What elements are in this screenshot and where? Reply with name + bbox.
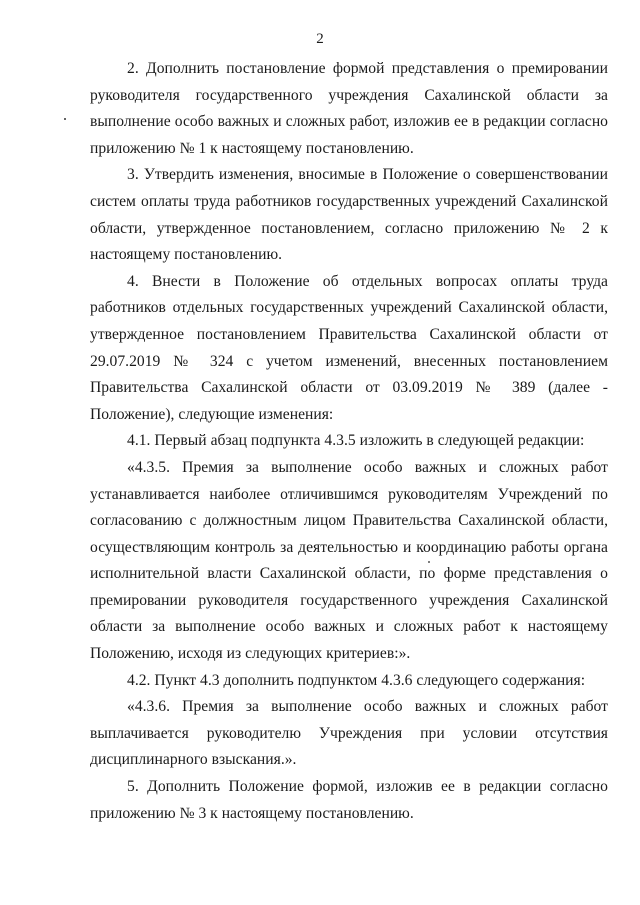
paragraph-3: 3. Утвердить изменения, вносимые в Положение о совершенствовании систем оплаты труда работников государственных учреждений Сахалинской области, утвержденное постановлением, согласно приложению № 2 к настоящему постановлению. (90, 166, 608, 264)
paragraph-5: 5. Дополнить Положение формой, изложив ее в редакции согласно приложению № 3 к настоящему постановлению. (90, 778, 608, 822)
paragraph-4: 4. Внести в Положение об отдельных вопросах оплаты труда работников отдельных государственных учреждений Сахалинской области, утвержденное постановлением Правительства Сахалинской области от 29.07.2019 № 324 с учетом изменений, внесенных постановлением Правительства Сахалинской области от 03.09.2019 № 389 (далее - Положение), следующие изменения: (90, 272, 608, 423)
paragraph-4-2: 4.2. Пункт 4.3 дополнить подпунктом 4.3.6 следующего содержания: (127, 671, 586, 689)
scan-dot (64, 118, 66, 120)
page-number: 2 (316, 31, 324, 47)
paragraph-4-3-6-quote: «4.3.6. Премия за выполнение особо важных и сложных работ выплачивается руководителю Учреждения при условии отсутствия дисциплинарного взыскания.». (90, 698, 608, 769)
paragraph-4-3-5-quote: «4.3.5. Премия за выполнение особо важных и сложных работ устанавливается наиболее отличившимся руководителям Учреждений по согласованию с должностным лицом Правительства Сахалинской области, осуществляющим контроль за деятельностью и координацию работы органа исполнительной власти Сахалинской области, по форме представления о премировании руководителя государственного учреждения Сахалинской области за выполнение особо важных и сложных работ к настоящему Положению, исходя из следующих критериев:». (90, 458, 608, 663)
paragraph-2: 2. Дополнить постановление формой представления о премировании руководителя государственного учреждения Сахалинской области за выполнение особо важных и сложных работ, изложив ее в редакции согласно приложению № 1 к настоящему постановлению. (90, 60, 608, 157)
document-body (90, 56, 608, 827)
paragraph-4-1: 4.1. Первый абзац подпункта 4.3.5 изложить в следующей редакции: (127, 432, 585, 450)
